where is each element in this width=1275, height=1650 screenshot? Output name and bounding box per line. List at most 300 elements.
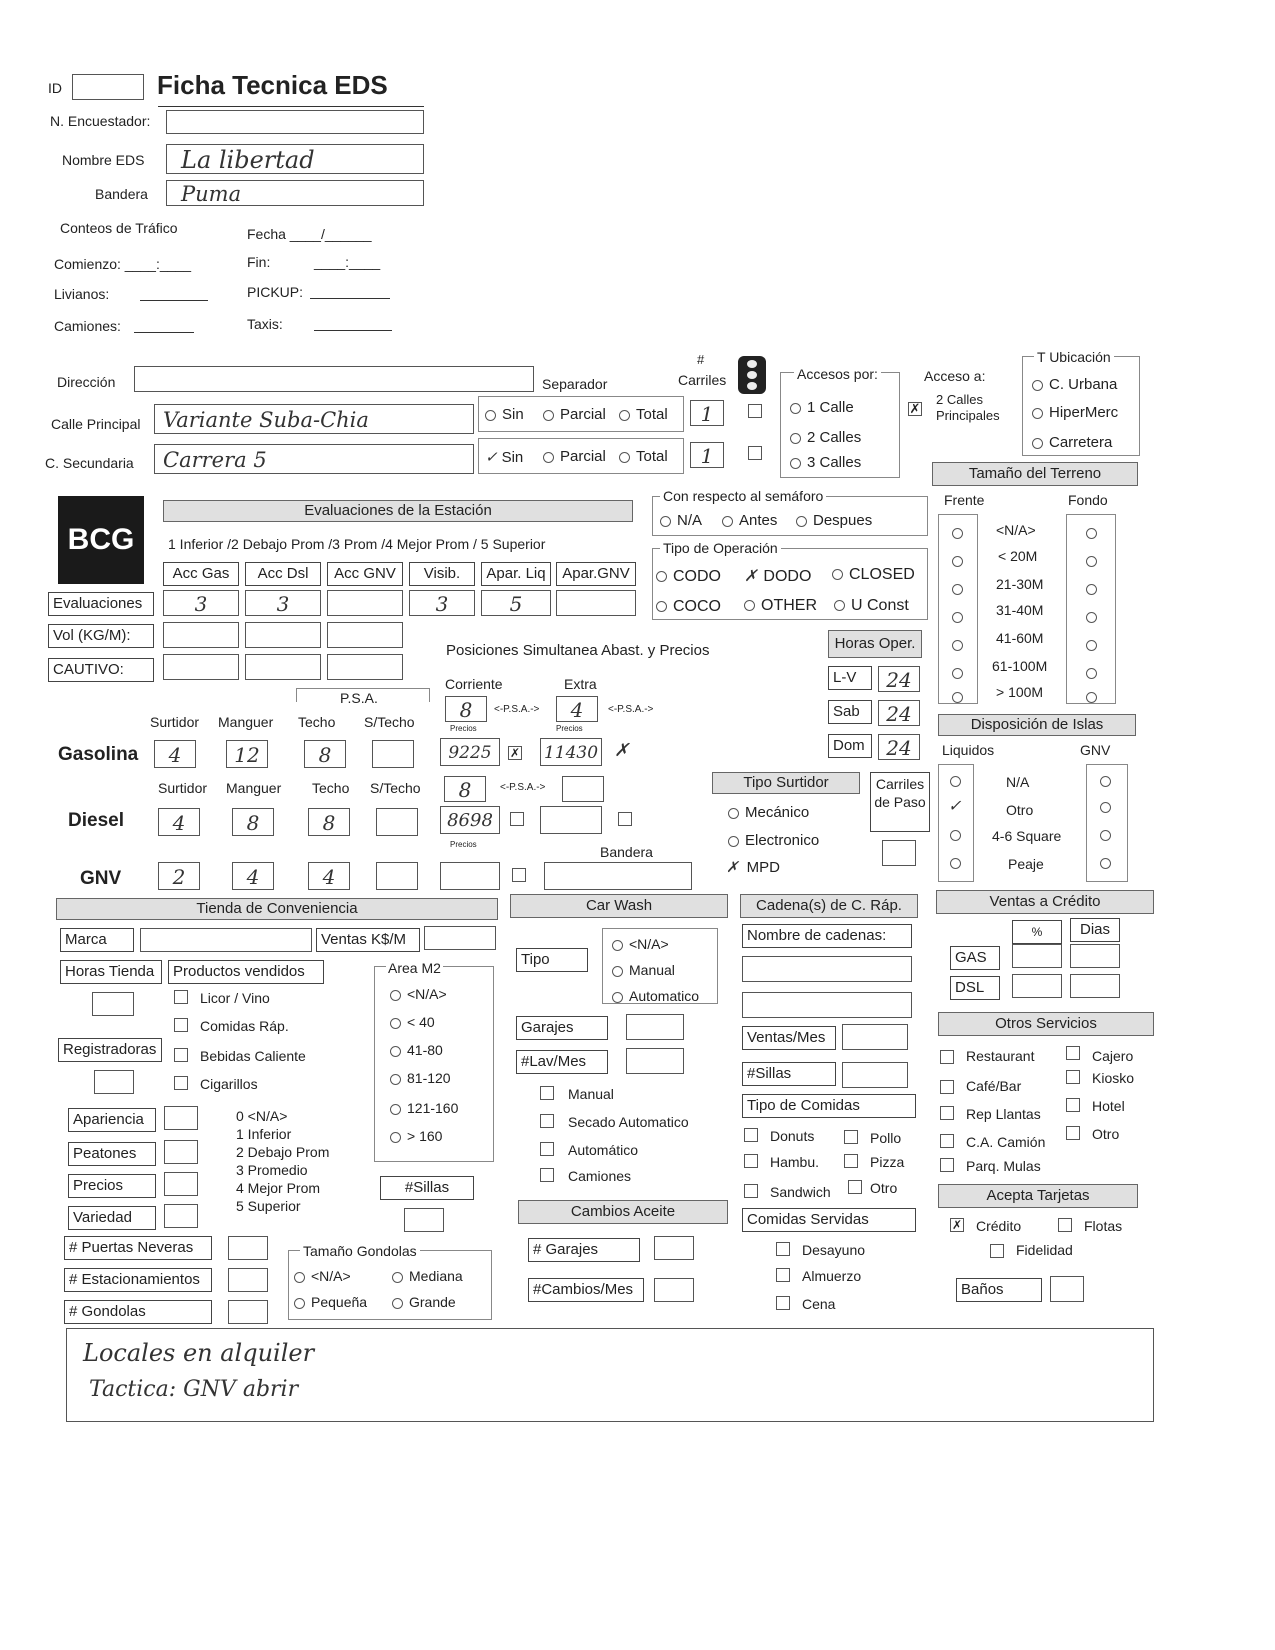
restaurant-check[interactable] [940,1050,954,1064]
terreno-fondo: Fondo [1068,492,1108,508]
semaforo-na[interactable]: N/A [660,512,702,529]
tarjeta-flotas-label: Flotas [1084,1218,1123,1234]
tipo-comidas-label: Tipo de Comidas [742,1094,916,1118]
lav-label: #Lav/Mes [516,1050,608,1074]
surtidor-mecanico[interactable]: Mecánico [728,804,809,821]
gnv-bandera-label: Bandera [600,844,653,860]
nombre-eds-field[interactable]: La libertad [166,144,424,174]
gondolas-label: # Gondolas [64,1300,212,1324]
col-apar-gnv: Apar.GNV [556,562,636,586]
sep2-total[interactable]: Total [619,448,668,465]
almuerzo-check[interactable] [776,1268,790,1282]
cw-manual-check[interactable] [540,1086,554,1100]
camiones-line[interactable] [134,332,194,333]
col-acc-gas: Acc Gas [163,562,239,586]
islas-row-peaje: Peaje [1008,856,1044,872]
gas-manguer[interactable]: 12 [226,740,268,768]
terreno-row-4: 41-60M [996,630,1044,646]
cajero-label: Cajero [1092,1048,1134,1064]
area-4[interactable]: 121-160 [390,1100,458,1116]
pollo-label: Pollo [870,1130,902,1146]
banos-label: Baños [956,1278,1042,1302]
credito-pct: % [1012,920,1062,944]
carwash-manual[interactable]: Manual [612,962,675,978]
eval-acc-gas[interactable]: 3 [163,590,239,616]
scale-4: 4 Mejor Prom [236,1180,321,1196]
dsl-manguer[interactable]: 8 [232,808,274,836]
gondola-pequena[interactable]: Pequeña [294,1294,367,1310]
llantas-check[interactable] [940,1106,954,1120]
gondola-na[interactable]: <N/A> [294,1268,351,1284]
sandwich-label: Sandwich [770,1184,831,1200]
llantas-label: Rep Llantas [966,1106,1041,1122]
registradoras-field[interactable] [94,1070,134,1094]
area-1[interactable]: < 40 [390,1014,435,1030]
diesel-label: Diesel [68,810,124,831]
acceso-a-label: Acceso a: [924,368,986,384]
gas-surtidor-label: Surtidor [150,714,200,730]
otro-comida-label: Otro [870,1180,898,1196]
credito-header: Ventas a Crédito [936,890,1154,914]
pickup-label: PICKUP: [247,284,304,300]
fecha-label: Fecha ____/______ [247,226,372,242]
separador-title: Separador [542,376,608,392]
eval-apar-liq[interactable]: 5 [481,590,551,616]
gnv-surtidor[interactable]: 2 [158,862,200,890]
nombre-cadenas-label: Nombre de cadenas: [742,924,912,948]
bandera-label: Bandera [95,186,148,202]
cambios-header: Cambios Aceite [518,1200,728,1224]
puertas-field[interactable] [228,1236,268,1260]
mulas-check[interactable] [940,1158,954,1172]
eval-visib[interactable]: 3 [409,590,475,616]
gnv-precio[interactable] [440,862,500,890]
cambios-mes-field[interactable] [654,1278,694,1302]
horas-lv-label: L-V [828,666,872,690]
col-acc-gnv: Acc GNV [327,562,403,586]
eval-acc-dsl[interactable]: 3 [245,590,321,616]
precios-field[interactable] [164,1172,198,1196]
cambios-mes-label: #Cambios/Mes [528,1278,644,1302]
tarjeta-fidelidad-check[interactable] [990,1244,1004,1258]
frente-radio-6[interactable] [952,692,963,703]
acceso-a-check[interactable]: ✗ [909,401,921,416]
cw-secado-label: Secado Automatico [568,1114,689,1130]
islas-gnv-radio-1[interactable] [1100,802,1111,813]
frente-radio-1[interactable] [952,556,963,567]
ubicacion-title: T Ubicación [1034,349,1114,365]
accesos-2-calles[interactable]: 2 Calles [790,429,861,446]
semaforo-check-principal[interactable] [748,404,762,418]
islas-liq-radio-3[interactable] [950,858,961,869]
sandwich-check[interactable] [744,1184,758,1198]
gnv-precio-check[interactable] [512,868,526,882]
horas-dom-label: Dom [828,734,872,758]
nombre-cadenas-field-1[interactable] [742,956,912,982]
precio-extra-mark[interactable]: ✗ [614,740,630,761]
comienzo-label: Comienzo: ____:____ [54,256,191,272]
tienda-sillas-label: #Sillas [380,1176,474,1200]
credito-dsl-dias[interactable] [1070,974,1120,998]
hotel-label: Hotel [1092,1098,1125,1114]
gondolas-field[interactable] [228,1300,268,1324]
tarjeta-credito-check[interactable]: ✗ [951,1218,963,1232]
notes-line-1: Locales en alquiler [83,1339,315,1367]
horas-tienda-field[interactable] [92,992,134,1016]
kiosko-label: Kiosko [1092,1070,1135,1086]
terreno-row-5: 61-100M [992,658,1048,674]
dsl-manguer-label: Manguer [226,780,282,796]
encuestador-field[interactable] [166,110,424,134]
pizza-check[interactable] [844,1154,858,1168]
tarjeta-fidelidad-label: Fidelidad [1016,1242,1073,1258]
islas-gnv-radio-0[interactable] [1100,776,1111,787]
camion-check[interactable] [940,1134,954,1148]
fin-line[interactable]: ____:____ [314,254,381,270]
taxis-label: Taxis: [247,316,283,332]
terreno-row-2: 21-30M [996,576,1044,592]
precio-extra[interactable]: 11430 [540,738,602,766]
psa-arrow-1: <-P.S.A.-> [494,704,540,715]
tarjetas-header: Acepta Tarjetas [938,1184,1138,1208]
fondo-radio-0[interactable] [1086,528,1097,539]
psa-extra[interactable]: 4 [556,696,598,722]
garajes-label: Garajes [516,1016,608,1040]
credito-dsl-label: DSL [950,976,1000,1000]
dsl-stecho[interactable] [376,808,418,836]
precios-label-2: Precios [556,724,583,733]
dsl-surtidor-label: Surtidor [158,780,208,796]
tarjeta-flotas-check[interactable] [1058,1218,1072,1232]
ventas-ks-label: Ventas K$/M [316,928,420,952]
peatones-label: Peatones [68,1142,156,1166]
fin-label: Fin: [247,254,271,270]
cafe-label: Café/Bar [966,1078,1022,1094]
frente-radio-2[interactable] [952,584,963,595]
cafe-check[interactable] [940,1080,954,1094]
psa-diesel-2[interactable] [562,776,604,802]
islas-liq-mark[interactable]: ✓ [948,796,962,815]
eval-apar-gnv[interactable] [556,590,636,616]
vol-gas[interactable] [163,622,239,648]
carriles-paso-label: Carriles de Paso [870,772,930,832]
islas-row-otro: Otro [1006,802,1034,818]
row-cautivo: CAUTIVO: [48,658,154,682]
restaurant-label: Restaurant [966,1048,1035,1064]
corriente-label: Corriente [445,676,503,692]
cautivo-gas[interactable] [163,654,239,680]
ventas-mes-label: Ventas/Mes [742,1026,836,1050]
fondo-radio-5[interactable] [1086,668,1097,679]
acceso-a-value: 2 Calles Principales [936,392,1000,423]
registradoras-label: Registradoras [58,1038,162,1062]
cigarillos-check[interactable] [174,1076,188,1090]
carwash-na[interactable]: <N/A> [612,936,669,952]
id-field[interactable] [72,74,144,100]
otro-servicio-label: Otro [1092,1126,1120,1142]
sep2-parcial[interactable]: Parcial [543,448,606,465]
licor-check[interactable] [174,990,188,1004]
frente-radio-5[interactable] [952,668,963,679]
gnv-stecho[interactable] [376,862,418,890]
credito-gas-pct[interactable] [1012,944,1062,968]
op-codo[interactable]: CODO [656,568,721,586]
gas-stecho-label: S/Techo [364,714,415,730]
gondola-grande[interactable]: Grande [392,1294,456,1310]
cw-secado-check[interactable] [540,1114,554,1128]
garajes-field[interactable] [626,1014,684,1040]
estacionamientos-label: # Estacionamientos [64,1268,212,1292]
precio-corriente[interactable]: 9225 [440,738,500,766]
tipo-surtidor-header: Tipo Surtidor [712,772,860,794]
licor-label: Licor / Vino [200,990,270,1006]
cadenas-sillas-label: #Sillas [742,1062,836,1086]
gnv-bandera-field[interactable] [544,862,692,890]
gnv-techo[interactable]: 4 [308,862,350,890]
otro-comida-check[interactable] [848,1180,862,1194]
dsl-techo-label: Techo [312,780,350,796]
vol-dsl[interactable] [245,622,321,648]
ventas-ks-field[interactable] [424,926,496,950]
semaforo-despues[interactable]: Despues [796,512,872,529]
operacion-title: Tipo de Operación [660,540,781,556]
credito-dias: Dias [1070,918,1120,942]
fondo-radio-1[interactable] [1086,556,1097,567]
lav-field[interactable] [626,1048,684,1074]
islas-liquidos: Liquidos [942,742,995,758]
pollo-check[interactable] [844,1130,858,1144]
semaforo-title: Con respecto al semáforo [660,488,826,504]
scale-0: 0 <N/A> [236,1108,288,1124]
gondola-mediana[interactable]: Mediana [392,1268,463,1284]
sep2-sin[interactable]: ✓ Sin [485,448,524,466]
credito-gas-dias[interactable] [1070,944,1120,968]
gas-surtidor[interactable]: 4 [154,740,196,768]
surtidor-mpd[interactable]: ✗ MPD [726,858,780,876]
cena-check[interactable] [776,1296,790,1310]
scale-5: 5 Superior [236,1198,301,1214]
extra-label: Extra [564,676,597,692]
cigarillos-label: Cigarillos [200,1076,258,1092]
ubicacion-urbana[interactable]: C. Urbana [1032,376,1117,393]
evaluaciones-scale: 1 Inferior /2 Debajo Prom /3 Prom /4 Mejor Prom / 5 Superior [168,536,546,552]
fondo-radio-6[interactable] [1086,692,1097,703]
ubicacion-carretera[interactable]: Carretera [1032,434,1112,451]
semaforo-antes[interactable]: Antes [722,512,777,529]
bcg-logo: BCG [58,496,144,584]
separador-secundaria-group [478,438,684,474]
col-acc-dsl: Acc Dsl [245,562,321,586]
accesos-title: Accesos por: [794,366,881,382]
puertas-label: # Puertas Neveras [64,1236,212,1260]
horas-dom-value[interactable]: 24 [878,734,920,760]
terreno-frente: Frente [944,492,985,508]
ubicacion-hipermerc[interactable]: HiperMerc [1032,404,1118,421]
id-label: ID [48,80,62,96]
cadenas-header: Cadena(s) de C. Ráp. [740,894,918,918]
direccion-field[interactable] [134,366,534,392]
area-0[interactable]: <N/A> [390,986,447,1002]
dsl-surtidor[interactable]: 4 [158,808,200,836]
marca-label: Marca [60,928,134,952]
carriles-principal[interactable]: 1 [690,400,724,426]
area-5[interactable]: > 160 [390,1128,442,1144]
horas-tienda-label: Horas Tienda [60,960,162,984]
otro-servicio-check[interactable] [1066,1126,1080,1140]
bandera-field[interactable]: Puma [166,180,424,206]
desayuno-label: Desayuno [802,1242,866,1258]
traffic-light-icon [738,356,766,394]
calle-principal-label: Calle Principal [51,416,141,432]
frente-radio-3[interactable] [952,612,963,623]
desayuno-check[interactable] [776,1242,790,1256]
apariencia-label: Apariencia [68,1108,156,1132]
psa-arrow-3: <-P.S.A.-> [500,782,546,793]
row-vol: Vol (KG/M): [48,624,154,648]
taxis-line[interactable] [314,330,392,331]
carriles-secundaria[interactable]: 1 [690,442,724,468]
kiosko-check[interactable] [1066,1070,1080,1084]
fondo-radio-4[interactable] [1086,640,1097,651]
tienda-sillas-field[interactable] [404,1208,444,1232]
marca-field[interactable] [140,928,312,952]
islas-liq-radio-2[interactable] [950,830,961,841]
cena-label: Cena [802,1296,836,1312]
precio-corriente-check[interactable]: ✗ [509,746,521,760]
precio-diesel[interactable]: 8698 [440,806,500,834]
op-coco[interactable]: COCO [656,598,721,616]
area-2[interactable]: 41-80 [390,1042,443,1058]
title-rule [158,106,424,107]
dsl-techo[interactable]: 8 [308,808,350,836]
cautivo-dsl[interactable] [245,654,321,680]
accesos-1-calle[interactable]: 1 Calle [790,399,854,416]
col-visib: Visib. [409,562,475,586]
carriles-hash: # [697,352,705,367]
scale-3: 3 Promedio [236,1162,308,1178]
comidas-check[interactable] [174,1018,188,1032]
encuestador-label: N. Encuestador: [50,113,151,129]
cw-automatico-check[interactable] [540,1142,554,1156]
terreno-row-3: 31-40M [996,602,1044,618]
cw-camiones-label: Camiones [568,1168,632,1184]
carriles-title: Carriles [678,372,727,388]
op-other[interactable]: OTHER [744,597,817,615]
fondo-radio-2[interactable] [1086,584,1097,595]
peatones-field[interactable] [164,1140,198,1164]
calle-principal-field[interactable]: Variante Suba-Chia [154,404,474,434]
op-dodo[interactable]: ✗ DODO [744,566,812,585]
hambu-label: Hambu. [770,1154,820,1170]
page-title: Ficha Tecnica EDS [157,70,388,100]
variedad-field[interactable] [164,1204,198,1228]
tarjeta-credito-label: Crédito [976,1218,1022,1234]
cw-camiones-check[interactable] [540,1168,554,1182]
precio-diesel-check-2[interactable] [618,812,632,826]
scale-2: 2 Debajo Prom [236,1144,330,1160]
donuts-check[interactable] [744,1128,758,1142]
cambios-garajes-field[interactable] [654,1236,694,1260]
notes-box[interactable] [66,1328,1154,1422]
cw-manual-label: Manual [568,1086,614,1102]
otros-header: Otros Servicios [938,1012,1154,1036]
livianos-label: Livianos: [54,286,110,302]
pickup-line[interactable] [310,298,390,299]
livianos-line[interactable] [140,300,208,301]
ventas-mes-field[interactable] [842,1024,908,1050]
surtidor-electronico[interactable]: Electronico [728,832,819,849]
cajero-check[interactable] [1066,1046,1080,1060]
carwash-tipo-label: Tipo [516,948,588,972]
cadenas-sillas-field[interactable] [842,1062,908,1088]
gas-techo-label: Techo [298,714,336,730]
donuts-label: Donuts [770,1128,815,1144]
cautivo-gnv[interactable] [327,654,403,680]
eval-acc-gnv[interactable] [327,590,403,616]
terreno-row-0: <N/A> [996,522,1036,538]
productos-label: Productos vendidos [168,960,324,984]
scale-1: 1 Inferior [236,1126,292,1142]
cw-automatico-label: Automático [568,1142,639,1158]
terreno-row-1: < 20M [998,548,1038,564]
semaforo-check-secundaria[interactable] [748,446,762,460]
fondo-radio-3[interactable] [1086,612,1097,623]
op-closed[interactable]: CLOSED [832,566,915,584]
gas-stecho[interactable] [372,740,414,768]
islas-gnv-radio-3[interactable] [1100,858,1111,869]
frente-radio-4[interactable] [952,640,963,651]
terreno-header: Tamaño del Terreno [932,462,1138,486]
carriles-paso-field[interactable] [882,840,916,866]
gnv-manguer[interactable]: 4 [232,862,274,890]
cambios-garajes-label: # Garajes [528,1238,640,1262]
precio-diesel-2[interactable] [540,806,602,834]
hambu-check[interactable] [744,1154,758,1168]
frente-radio-0[interactable] [952,528,963,539]
hotel-check[interactable] [1066,1098,1080,1112]
gas-manguer-label: Manguer [218,714,274,730]
almuerzo-label: Almuerzo [802,1268,862,1284]
precio-diesel-check[interactable] [510,812,524,826]
comidas-servidas-label: Comidas Servidas [742,1208,916,1232]
apariencia-field[interactable] [164,1106,198,1130]
sep1-total[interactable]: Total [619,406,668,423]
islas-gnv-radio-2[interactable] [1100,830,1111,841]
carwash-automatico[interactable]: Automatico [612,988,699,1004]
credito-gas-label: GAS [950,946,1000,970]
camion-label: C.A. Camión [966,1134,1046,1150]
islas-liq-radio-0[interactable] [950,776,961,787]
psa-diesel[interactable]: 8 [444,776,486,802]
estacionamientos-field[interactable] [228,1268,268,1292]
sep1-parcial[interactable]: Parcial [543,406,606,423]
vol-gnv[interactable] [327,622,403,648]
area-3[interactable]: 81-120 [390,1070,451,1086]
op-uconst[interactable]: U Const [834,597,909,615]
horas-lv-value[interactable]: 24 [878,666,920,692]
credito-dsl-pct[interactable] [1012,974,1062,998]
nombre-cadenas-field-2[interactable] [742,992,912,1018]
bebidas-check[interactable] [174,1048,188,1062]
gas-techo[interactable]: 8 [304,740,346,768]
banos-field[interactable] [1050,1276,1084,1302]
sep1-sin[interactable]: Sin [485,406,524,423]
accesos-3-calles[interactable]: 3 Calles [790,454,861,471]
psa-corriente[interactable]: 8 [445,696,487,722]
horas-sab-value[interactable]: 24 [878,700,920,726]
col-apar-liq: Apar. Liq [481,562,551,586]
calle-secundaria-field[interactable]: Carrera 5 [154,444,474,474]
